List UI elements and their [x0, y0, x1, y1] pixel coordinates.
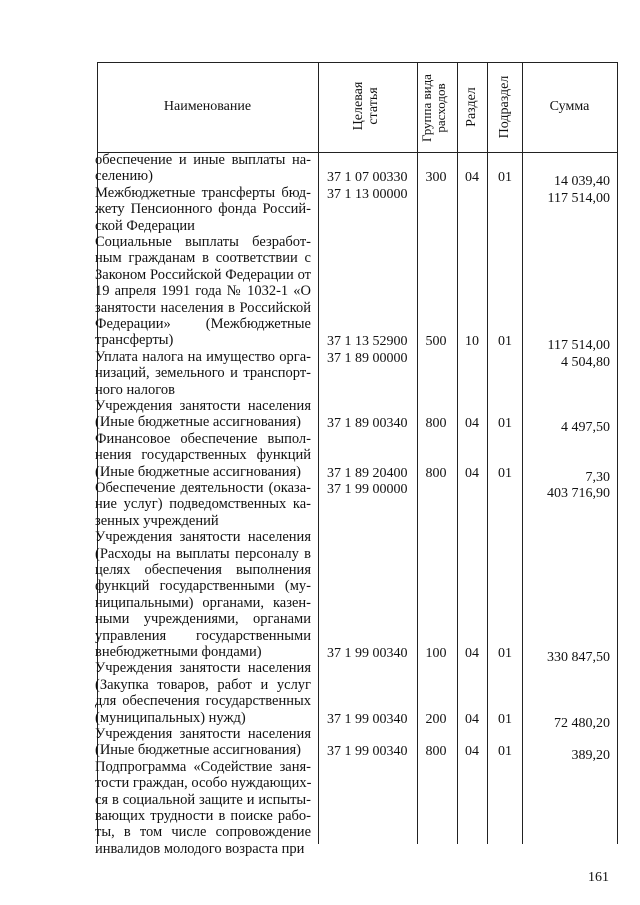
- column-divider: [522, 62, 523, 844]
- column-divider: [617, 62, 618, 844]
- header-section: Раздел: [464, 87, 479, 127]
- column-divider: [487, 62, 488, 844]
- row-section: 04: [465, 416, 479, 432]
- row-name-line: (Иные бюджетные ассигнования): [95, 414, 302, 431]
- row-name-line: (Иные бюджетные ассигнования): [95, 463, 302, 480]
- row-name-line: тости граждан, особо нуждающих-: [95, 775, 311, 792]
- row-section: 04: [465, 744, 479, 760]
- row-group: 800: [425, 416, 447, 432]
- row-name: [95, 152, 311, 185]
- row-name-line: ными учреждениями, органами: [95, 611, 311, 628]
- row-name-line: Учреждения занятости населения: [95, 529, 311, 546]
- row-name: [95, 529, 311, 660]
- row-section: 04: [465, 465, 479, 481]
- row-name-line: управления государственными: [95, 627, 311, 644]
- row-code: 37 1 89 00000: [327, 350, 408, 366]
- row-subsection: 01: [498, 170, 512, 186]
- row-group: 200: [425, 711, 447, 727]
- row-name-line: для обеспечения государственных: [95, 693, 311, 710]
- row-subsection: 01: [498, 416, 512, 432]
- row-name-line: обеспечение и иные выплаты на-: [95, 152, 311, 168]
- row-name: [95, 431, 311, 480]
- row-name-line: Социальные выплаты безработ-: [95, 234, 311, 250]
- row-section: 04: [465, 170, 479, 186]
- row-name-line: ся в социальной защите и испыты-: [95, 791, 311, 808]
- row-sum: 389,20: [571, 748, 610, 764]
- row-name-line: инвалидов молодого возраста при: [95, 840, 305, 857]
- row-name-line: Обеспечение деятельности (оказа-: [95, 480, 311, 496]
- row-code: 37 1 13 00000: [327, 186, 408, 202]
- row-name-line: целях обеспечения выполнения: [95, 561, 311, 578]
- row-section: 10: [465, 334, 479, 350]
- row-group: 100: [425, 646, 447, 661]
- row-name: [95, 759, 311, 857]
- row-name-line: ного налогов: [95, 381, 175, 398]
- page-number: 161: [588, 870, 609, 885]
- row-name: [95, 349, 311, 398]
- row-name: [95, 185, 311, 234]
- row-name: [95, 660, 311, 726]
- row-section: 04: [465, 711, 479, 727]
- row-subsection: 01: [498, 744, 512, 760]
- row-name: [95, 480, 311, 529]
- row-name-line: (Закупка товаров, работ и услуг: [95, 676, 311, 693]
- row-sum: 117 514,00: [547, 190, 610, 206]
- row-name-line: жету Пенсионного фонда Россий-: [95, 201, 311, 218]
- row-subsection: 01: [498, 646, 512, 661]
- row-name-line: ниципальными) органами, казен-: [95, 594, 311, 611]
- row-sum: 403 716,90: [547, 486, 610, 501]
- row-name-line: ты, в том числе сопровождение: [95, 824, 311, 841]
- row-name-line: 19 апреля 1991 года № 1032-1 «О: [95, 283, 311, 300]
- row-code: 37 1 99 00000: [327, 482, 408, 497]
- row-name-line: (Расходы на выплаты персоналу в: [95, 545, 311, 562]
- header-sum: Сумма: [549, 99, 590, 114]
- row-subsection: 01: [498, 465, 512, 481]
- header-target: Целевая статья: [351, 81, 381, 131]
- row-sum: 7,30: [585, 469, 610, 485]
- row-name-line: ным гражданам в соответствии с: [95, 250, 311, 267]
- row-name-line: селению): [95, 168, 153, 185]
- row-code: 37 1 13 52900: [327, 334, 408, 350]
- row-name-line: низаций, земельного и транспорт-: [95, 365, 311, 382]
- row-name-line: внебюджетными фондами): [95, 643, 262, 660]
- header-name: Наименование: [163, 99, 252, 114]
- row-name: [95, 398, 311, 431]
- row-code: 37 1 99 00340: [327, 744, 408, 760]
- row-subsection: 01: [498, 334, 512, 350]
- row-code: 37 1 99 00340: [327, 711, 408, 727]
- row-sum: 117 514,00: [547, 338, 610, 354]
- column-divider: [457, 62, 458, 844]
- row-name-line: (Иные бюджетные ассигнования): [95, 742, 302, 759]
- row-name-line: трансферты): [95, 332, 174, 349]
- row-name-line: Законом Российской Федерации от: [95, 266, 311, 283]
- row-sum: 4 504,80: [561, 354, 610, 370]
- row-name-line: Учреждения занятости населения: [95, 660, 311, 677]
- row-name-line: занятости населения в Российской: [95, 299, 311, 316]
- row-name-line: нения государственных функций: [95, 447, 311, 464]
- row-group: 300: [425, 170, 447, 186]
- row-code: 37 1 99 00340: [327, 646, 408, 661]
- row-name-line: Уплата налога на имущество орга-: [95, 348, 311, 365]
- row-name-line: (муниципальных) нужд): [95, 709, 246, 726]
- row-name-line: функций государственными (му-: [95, 578, 311, 595]
- row-sum: 330 847,50: [547, 650, 610, 665]
- row-name-line: вающих трудности в поиске рабо-: [95, 807, 311, 824]
- row-name-line: зенных учреждений: [95, 512, 219, 529]
- row-name-line: Финансовое обеспечение выпол-: [95, 430, 311, 447]
- row-sum: 4 497,50: [561, 420, 610, 436]
- row-code: 37 1 07 00330: [327, 170, 408, 186]
- header-group: Группа вида расходов: [419, 74, 448, 142]
- row-name-line: Учреждения занятости населения: [95, 726, 311, 742]
- row-name-line: Подпрограмма «Содействие заня-: [95, 758, 311, 775]
- header-subsection: Подраздел: [497, 75, 512, 139]
- row-section: 04: [465, 646, 479, 661]
- row-group: 800: [425, 465, 447, 481]
- row-code: 37 1 89 00340: [327, 416, 408, 432]
- row-name: [95, 726, 311, 759]
- row-name-line: ние услуг) подведомственных ка-: [95, 496, 311, 513]
- row-name-line: ской Федерации: [95, 217, 195, 234]
- row-sum: 14 039,40: [554, 174, 610, 190]
- column-divider: [318, 62, 319, 844]
- row-name-line: Межбюджетные трансферты бюд-: [95, 184, 311, 201]
- row-subsection: 01: [498, 711, 512, 727]
- row-group: 800: [425, 744, 447, 760]
- row-name: [95, 234, 311, 349]
- row-sum: 72 480,20: [554, 715, 610, 731]
- row-code: 37 1 89 20400: [327, 465, 408, 481]
- row-name-line: Федерации» (Межбюджетные: [95, 315, 311, 332]
- row-group: 500: [425, 334, 447, 350]
- row-name-line: Учреждения занятости населения: [95, 398, 311, 414]
